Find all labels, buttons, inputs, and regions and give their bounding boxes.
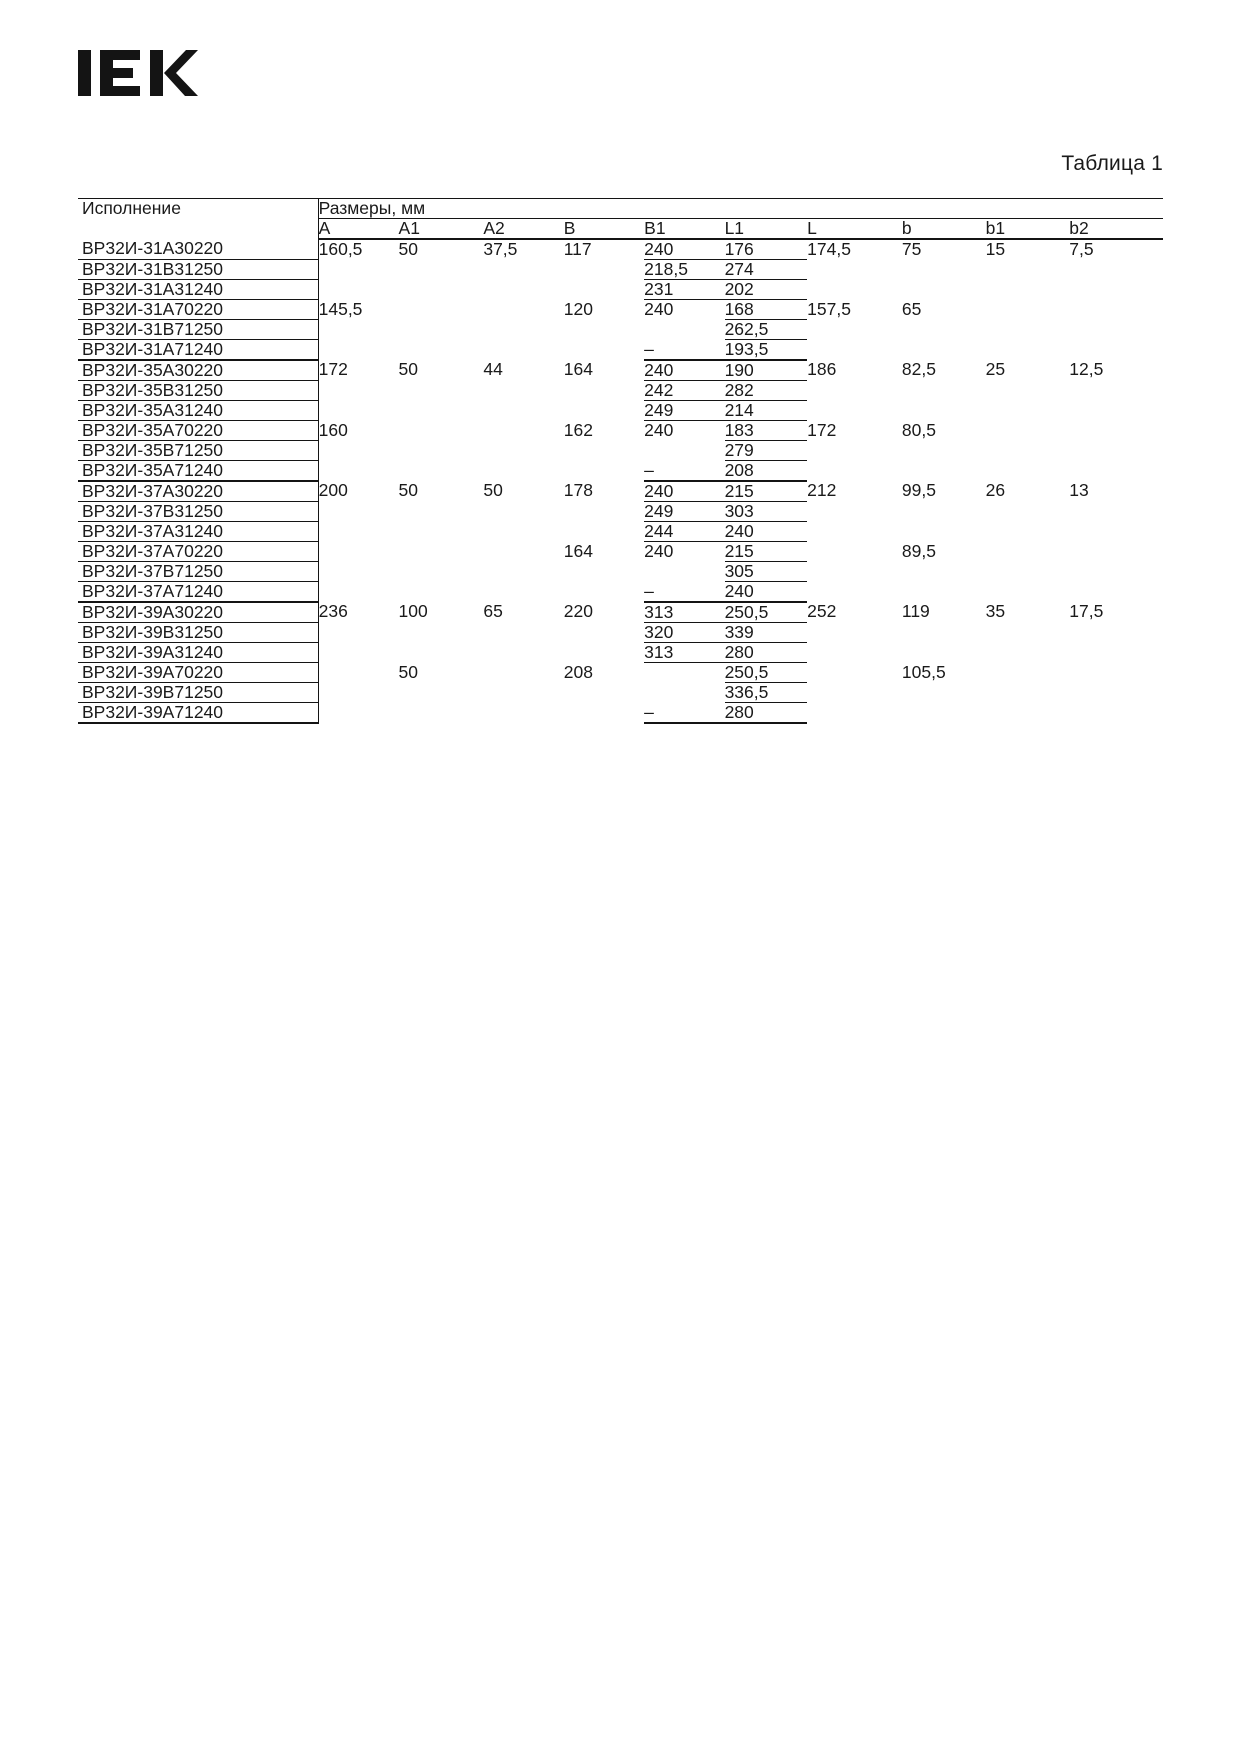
table-row xyxy=(78,481,1163,502)
cell-L1: 176 xyxy=(725,239,808,260)
row-name: ВР32И-39А31240 xyxy=(78,643,318,663)
row-name: ВР32И-39А70220 xyxy=(78,663,318,683)
cell-B1: 244 xyxy=(644,522,724,542)
cell-B: 178 xyxy=(563,480,593,500)
header-col-b2: b2 xyxy=(1069,219,1163,240)
row-name: ВР32И-37А71240 xyxy=(78,582,318,603)
row-name: ВР32И-31А30220 xyxy=(78,239,318,260)
cell-b2: 13 xyxy=(1069,480,1089,500)
cell-A2: 44 xyxy=(483,359,503,379)
cell-B1: – xyxy=(644,340,724,361)
cell-B: 208 xyxy=(563,661,593,682)
cell-L1: 193,5 xyxy=(725,340,808,361)
cell-B1: 240 xyxy=(644,541,674,561)
row-name: ВР32И-35В31250 xyxy=(78,381,318,401)
cell-L1: 168 xyxy=(725,300,808,320)
dimensions-table xyxy=(78,198,1163,724)
row-name: ВР32И-37А70220 xyxy=(78,542,318,562)
row-name: ВР32И-31В71250 xyxy=(78,320,318,340)
header-col-b1: b1 xyxy=(986,219,1070,240)
cell-B: 164 xyxy=(563,540,593,561)
row-name: ВР32И-37В71250 xyxy=(78,562,318,582)
cell-A: 160,5 xyxy=(318,239,398,300)
cell-B1: 240 xyxy=(644,360,724,381)
cell-L: 174,5 xyxy=(807,239,851,259)
cell-b: 119 xyxy=(901,601,930,621)
cell-L1: 336,5 xyxy=(725,683,808,703)
cell-b: 80,5 xyxy=(901,419,936,440)
header-col-L: L xyxy=(807,219,902,240)
header-col-L1: L1 xyxy=(725,219,808,240)
row-name: ВР32И-35В71250 xyxy=(78,441,318,461)
cell-L1: 280 xyxy=(725,643,808,663)
table-row xyxy=(78,239,1163,260)
cell-B1: 231 xyxy=(644,280,724,300)
cell-B: 164 xyxy=(563,359,593,379)
cell-b1: 26 xyxy=(985,480,1006,500)
cell-L1: 279 xyxy=(725,441,808,461)
cell-L1: 208 xyxy=(725,461,808,482)
cell-L: 157,5 xyxy=(807,298,851,319)
cell-L: 172 xyxy=(807,419,837,440)
cell-A: 145,5 xyxy=(318,300,398,361)
header-col-A2: A2 xyxy=(483,219,563,240)
cell-B: 220 xyxy=(563,601,593,621)
row-name: ВР32И-37А30220 xyxy=(78,481,318,502)
cell-L1: 183 xyxy=(725,421,808,441)
header-col-B: B xyxy=(564,219,644,240)
cell-B1: 242 xyxy=(644,381,724,401)
cell-A2: 37,5 xyxy=(483,239,518,259)
table-row xyxy=(78,360,1163,381)
row-name: ВР32И-35А30220 xyxy=(78,360,318,381)
cell-B: 117 xyxy=(563,239,592,259)
cell-b: 75 xyxy=(901,239,922,259)
table-header-row-1 xyxy=(78,199,1163,219)
cell-L1: 240 xyxy=(725,522,808,542)
cell-A1: 50 xyxy=(398,359,418,379)
cell-B1: 313 xyxy=(644,602,724,623)
cell-B1: 240 xyxy=(644,299,674,319)
cell-b: 65 xyxy=(901,298,922,319)
table-caption: Таблица 1 xyxy=(1061,152,1163,175)
header-col-b: b xyxy=(902,219,986,240)
row-name: ВР32И-35А70220 xyxy=(78,421,318,441)
header-col-A: A xyxy=(318,219,398,240)
row-name: ВР32И-37А31240 xyxy=(78,522,318,542)
dimensions-table-container xyxy=(78,198,1163,724)
cell-B1: 249 xyxy=(644,401,724,421)
cell-A2: 65 xyxy=(483,601,503,621)
row-name: ВР32И-37В31250 xyxy=(78,502,318,522)
row-name: ВР32И-35А71240 xyxy=(78,461,318,482)
table-row xyxy=(78,602,1163,623)
cell-B1: – xyxy=(644,703,724,724)
cell-B1: – xyxy=(644,461,724,482)
cell-L: 252 xyxy=(807,601,837,621)
row-name: ВР32И-31В31250 xyxy=(78,260,318,280)
cell-L1: 214 xyxy=(725,401,808,421)
cell-L1: 215 xyxy=(725,542,808,562)
cell-b2: 12,5 xyxy=(1069,359,1104,379)
cell-b1: 25 xyxy=(985,359,1006,379)
cell-b1: 35 xyxy=(985,601,1006,621)
row-name: ВР32И-39В31250 xyxy=(78,623,318,643)
cell-L1: 250,5 xyxy=(725,663,808,683)
row-name: ВР32И-31А31240 xyxy=(78,280,318,300)
row-name: ВР32И-39А30220 xyxy=(78,602,318,623)
cell-b2: 7,5 xyxy=(1069,239,1094,259)
cell-L1: 280 xyxy=(725,703,808,724)
cell-b: 105,5 xyxy=(901,661,946,682)
cell-b1: 15 xyxy=(985,239,1006,259)
cell-L1: 190 xyxy=(725,360,808,381)
cell-L1: 305 xyxy=(725,562,808,582)
row-name: ВР32И-35А31240 xyxy=(78,401,318,421)
cell-L1: 202 xyxy=(725,280,808,300)
header-col-name: Исполнение xyxy=(78,199,318,240)
row-name: ВР32И-39В71250 xyxy=(78,683,318,703)
cell-B1: 249 xyxy=(644,502,724,522)
cell-L1: 339 xyxy=(725,623,808,643)
cell-B1: 240 xyxy=(644,420,674,440)
cell-A: 160 xyxy=(318,421,398,482)
cell-A: 172 xyxy=(318,360,398,421)
cell-b: 99,5 xyxy=(901,480,936,500)
row-name: ВР32И-31А71240 xyxy=(78,340,318,361)
cell-A1: 50 xyxy=(398,480,418,500)
cell-A2: 50 xyxy=(483,480,503,500)
cell-B1: 240 xyxy=(644,239,724,260)
cell-L: 212 xyxy=(807,480,837,500)
cell-L1: 282 xyxy=(725,381,808,401)
cell-B: 162 xyxy=(563,419,593,440)
header-group-sizes: Размеры, мм xyxy=(318,199,1163,219)
cell-L1: 274 xyxy=(725,260,808,280)
cell-B1: 240 xyxy=(644,481,724,502)
cell-b: 82,5 xyxy=(901,359,936,379)
cell-B1 xyxy=(644,663,724,703)
cell-b: 89,5 xyxy=(901,540,936,561)
cell-A: 200 xyxy=(318,481,398,602)
cell-b2: 17,5 xyxy=(1069,601,1104,621)
row-name: ВР32И-31А70220 xyxy=(78,300,318,320)
iek-logo xyxy=(78,42,198,104)
cell-L1: 240 xyxy=(725,582,808,603)
cell-B: 120 xyxy=(563,298,593,319)
cell-B1: 320 xyxy=(644,623,724,643)
cell-L1: 262,5 xyxy=(725,320,808,340)
cell-A: 236 xyxy=(318,602,398,723)
cell-L: 186 xyxy=(807,359,837,379)
cell-A1: 50 xyxy=(398,661,418,682)
cell-B1: 218,5 xyxy=(644,260,724,280)
cell-L1: 303 xyxy=(725,502,808,522)
row-name: ВР32И-39А71240 xyxy=(78,703,318,724)
cell-A1: 50 xyxy=(398,239,418,259)
cell-B1: 313 xyxy=(644,643,724,663)
cell-B1: – xyxy=(644,582,724,603)
cell-L1: 250,5 xyxy=(725,602,808,623)
header-col-B1: B1 xyxy=(644,219,724,240)
cell-A1: 100 xyxy=(398,601,428,621)
cell-L1: 215 xyxy=(725,481,808,502)
header-col-A1: A1 xyxy=(399,219,484,240)
